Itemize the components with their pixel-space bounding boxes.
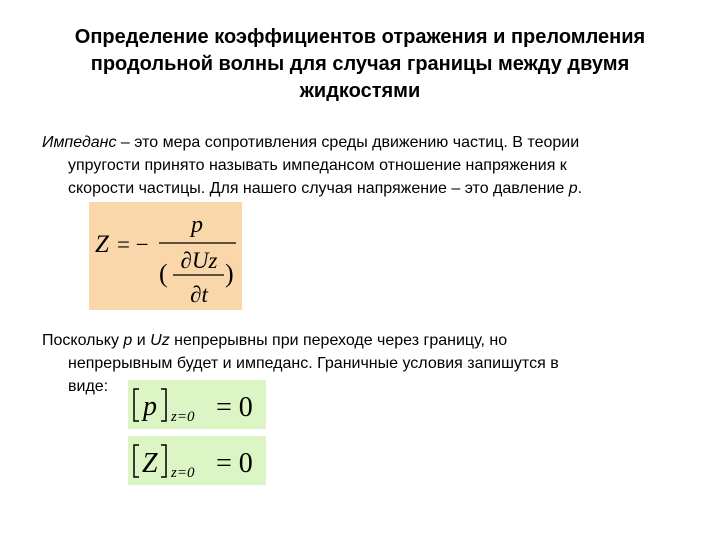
pressure-variable: p [123, 332, 133, 349]
formula-numerator: p [191, 212, 203, 238]
bc-variable: p [143, 391, 157, 422]
boundary-condition-impedance [128, 436, 266, 485]
velocity-variable: Uz [150, 332, 170, 349]
formula-close-paren: ) [225, 259, 234, 288]
paragraph-line [42, 177, 678, 200]
bc-subscript: z=0 [171, 465, 195, 481]
slide-title [40, 24, 680, 105]
impedance-definition-paragraph [42, 131, 678, 200]
formula-denominator-top: ∂Uz [180, 248, 218, 273]
left-bracket [134, 389, 139, 421]
paragraph-text: – это мера сопротивления среды движению частиц. В теории [116, 134, 580, 151]
title-line-2: продольной волны для случая границы между двумя [90, 53, 630, 75]
formula-equals-minus: = − [117, 232, 149, 257]
bc-subscript: z=0 [171, 409, 195, 425]
impedance-formula [89, 202, 242, 310]
boundary-condition-pressure [128, 380, 266, 429]
left-bracket [134, 445, 139, 477]
paragraph-text: и [132, 332, 151, 349]
right-bracket [161, 445, 166, 477]
formula-denominator-bottom: ∂t [190, 282, 208, 307]
formula-open-paren: ( [159, 259, 168, 288]
bc-rhs: = 0 [216, 392, 253, 423]
paragraph-line: виде: [68, 378, 109, 395]
formula-lhs: Z [95, 231, 109, 258]
paragraph-line: непрерывным будет и импеданс. Граничные условия запишутся в [68, 355, 559, 372]
right-bracket [161, 389, 166, 421]
bc-variable: Z [142, 448, 158, 479]
paragraph-text: . [577, 180, 583, 197]
pressure-variable: p [568, 180, 578, 197]
paragraph-text: скорости частицы. Для нашего случая напряжение – это давление [68, 180, 569, 197]
paragraph-text: непрерывны при переходе через границу, но [169, 332, 508, 349]
bc-rhs: = 0 [216, 448, 253, 479]
title-line-1: Определение коэффициентов отражения и преломления [74, 26, 646, 48]
paragraph-line: упругости принято называть импедансом отношение напряжения к [68, 157, 567, 174]
paragraph-line [42, 131, 678, 154]
impedance-term: Импеданс [42, 134, 117, 151]
title-line-3: жидкостями [299, 80, 421, 102]
paragraph-text: Поскольку [42, 332, 124, 349]
paragraph-line [42, 329, 678, 352]
